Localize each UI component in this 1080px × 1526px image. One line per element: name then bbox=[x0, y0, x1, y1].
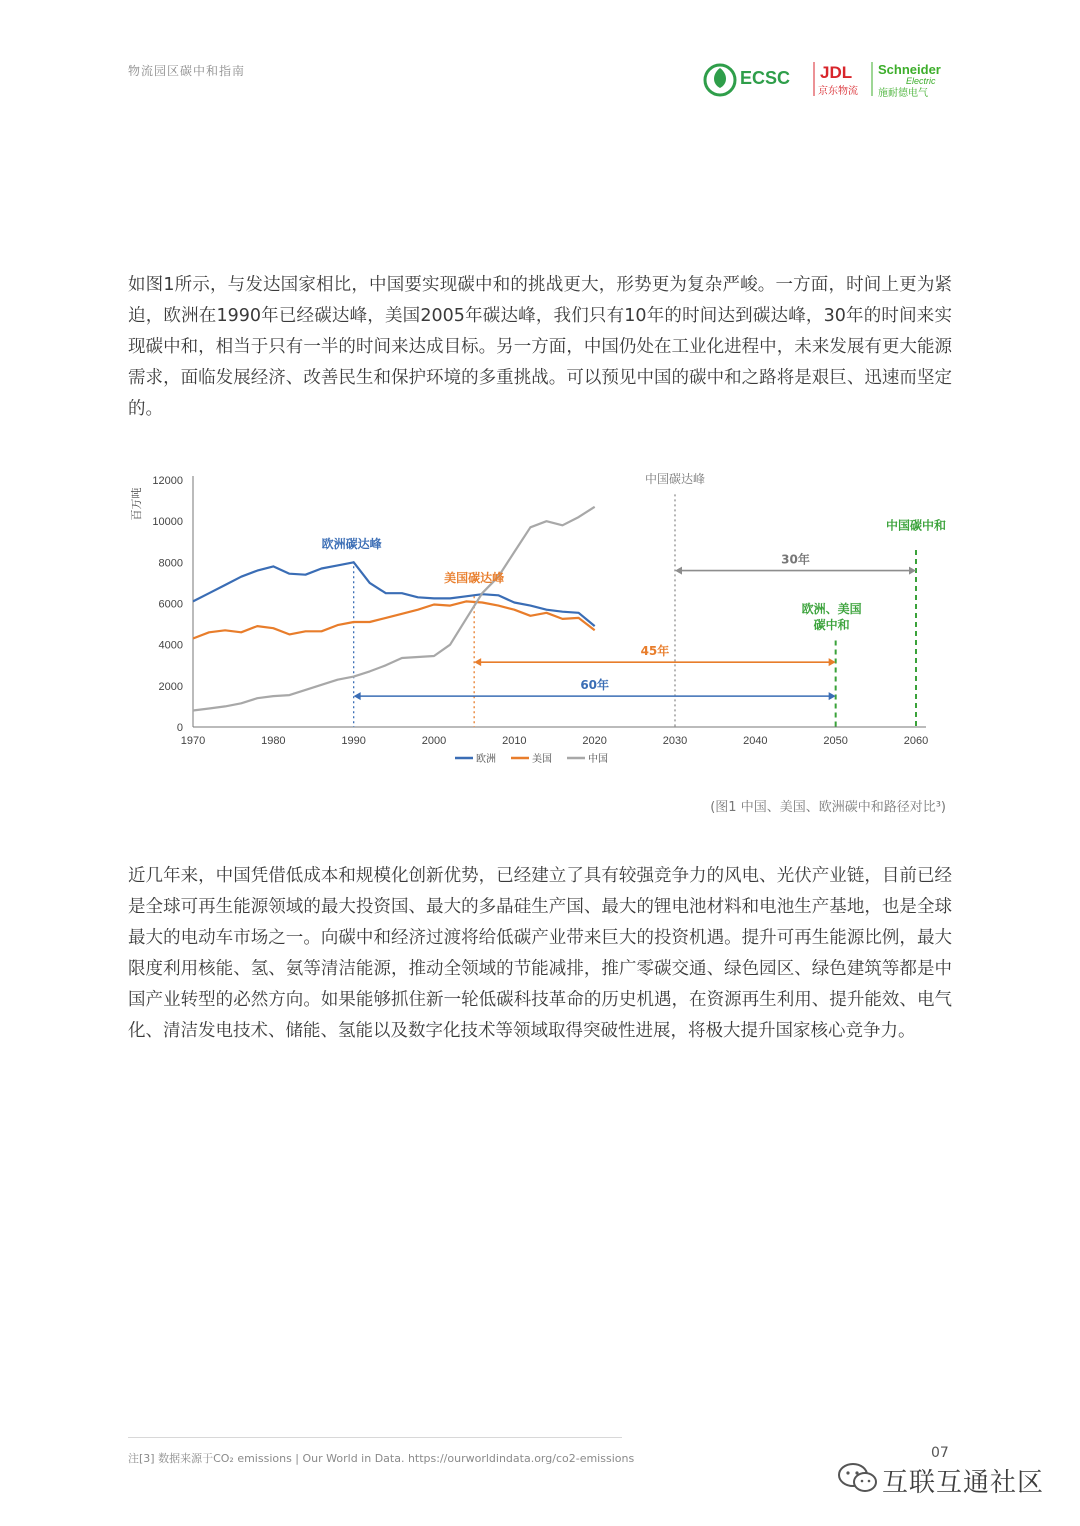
china-peak-label: 中国碳达峰 bbox=[644, 472, 706, 487]
x-tick-label: 2020 bbox=[582, 735, 607, 747]
span-45-arrowhead-left bbox=[474, 658, 481, 666]
y-axis-label: 百万吨 bbox=[130, 487, 143, 521]
partner-logos bbox=[700, 56, 960, 100]
y-tick-label: 8000 bbox=[158, 557, 183, 570]
series-line-2 bbox=[193, 507, 595, 711]
span-60-label: 60年 bbox=[580, 678, 610, 693]
ecsc-logo-text: ECSC bbox=[740, 68, 791, 88]
jdl-logo-cn: 京东物流 bbox=[818, 86, 858, 97]
eu-us-neutral-label-2: 碳中和 bbox=[813, 618, 850, 633]
x-tick-label: 1970 bbox=[180, 735, 206, 747]
y-tick-label: 4000 bbox=[158, 639, 183, 652]
intro-paragraph: 如图1所示，与发达国家相比，中国要实现碳中和的挑战更大，形势更为复杂严峻。一方面，时间上更为紧迫，欧洲在1990年已经碳达峰，美国2005年碳达峰，我们只有10年的时间达到碳达峰，30年的时间来实现碳中和，相当于只有一半的时间来达成目标。另一方面，中国仍处在工业化进程中，未来发展有更大能源需求，面临发展经济、改善民生和保护环境的多重挑战。可以预见中国的碳中和之路将是艰巨、迅速而坚定的。 bbox=[128, 275, 952, 419]
span-60-arrowhead-right bbox=[829, 692, 836, 700]
schneider-logo-text: Schneider bbox=[878, 62, 941, 77]
legend-label-2: 中国 bbox=[588, 754, 608, 765]
y-tick-label: 12000 bbox=[152, 475, 183, 487]
span-45-arrowhead-right bbox=[829, 658, 836, 666]
running-title: 物流园区碳中和指南 bbox=[128, 64, 246, 78]
x-tick-label: 2040 bbox=[743, 735, 768, 747]
watermark bbox=[836, 1458, 1056, 1502]
x-tick-label: 2060 bbox=[903, 735, 929, 747]
industry-paragraph: 近几年来，中国凭借低成本和规模化创新优势，已经建立了具有较强竞争力的风电、光伏产业链，目前已经是全球可再生能源领域的最大投资国、最大的多晶硅生产国、最大的锂电池材料和电池生产基地，也是全球最大的电动车市场之一。向碳中和经济过渡将给低碳产业带来巨大的投资机遇。提升可再生能源比例，最大限度利用核能、氢、氨等清洁能源，推动全领域的节能减排，推广零碳交通、绿色园区、绿色建筑等都是中国产业转型的必然方向。如果能够抓住新一轮低碳科技革命的历史机遇，在资源再生利用、提升能效、电气化、清洁发电技术、储能、氢能以及数字化技术等领域取得突破性进展，将极大提升国家核心竞争力。 bbox=[128, 866, 952, 1041]
y-tick-label: 0 bbox=[176, 722, 183, 734]
page-number: 07 bbox=[931, 1445, 949, 1461]
schneider-logo bbox=[878, 62, 941, 99]
schneider-logo-sub: Electric bbox=[906, 76, 936, 86]
x-tick-label: 2010 bbox=[502, 735, 527, 747]
span-30-label: 30年 bbox=[781, 552, 810, 567]
europe-peak-label: 欧洲碳达峰 bbox=[321, 536, 382, 551]
span-60-arrowhead-left bbox=[354, 692, 361, 700]
jdl-logo-text: JDL bbox=[820, 63, 853, 82]
china-neutral-label: 中国碳中和 bbox=[885, 518, 947, 533]
ecsc-logo bbox=[705, 65, 790, 95]
span-45-label: 45年 bbox=[640, 644, 670, 659]
jdl-logo bbox=[818, 63, 858, 97]
watermark-text: 互联互通社区 bbox=[882, 1468, 1045, 1498]
span-30-arrowhead-left bbox=[675, 567, 682, 575]
footnote-divider bbox=[128, 1437, 622, 1438]
us-peak-label: 美国碳达峰 bbox=[444, 570, 505, 585]
x-tick-label: 2050 bbox=[823, 735, 848, 747]
y-tick-label: 10000 bbox=[152, 516, 183, 529]
x-tick-label: 2000 bbox=[421, 735, 447, 747]
x-tick-label: 1980 bbox=[261, 735, 286, 747]
y-tick-label: 6000 bbox=[158, 598, 183, 611]
y-tick-label: 2000 bbox=[158, 680, 183, 693]
legend-label-0: 欧洲 bbox=[476, 754, 496, 765]
x-tick-label: 2030 bbox=[662, 735, 688, 747]
wechat-icon bbox=[836, 1460, 880, 1496]
span-30-arrowhead-right bbox=[909, 567, 916, 575]
legend-label-1: 美国 bbox=[532, 754, 552, 765]
emissions-chart bbox=[125, 468, 955, 778]
footnote: 注[3] 数据来源于CO₂ emissions | Our World in Data. https://ourworldindata.org/co2-emissions bbox=[128, 1452, 635, 1465]
schneider-logo-cn: 施耐德电气 bbox=[878, 88, 928, 99]
eu-us-neutral-label-1: 欧洲、美国 bbox=[801, 601, 862, 616]
figure-caption: (图1 中国、美国、欧洲碳中和路径对比³) bbox=[710, 800, 946, 815]
x-tick-label: 1990 bbox=[341, 735, 366, 747]
